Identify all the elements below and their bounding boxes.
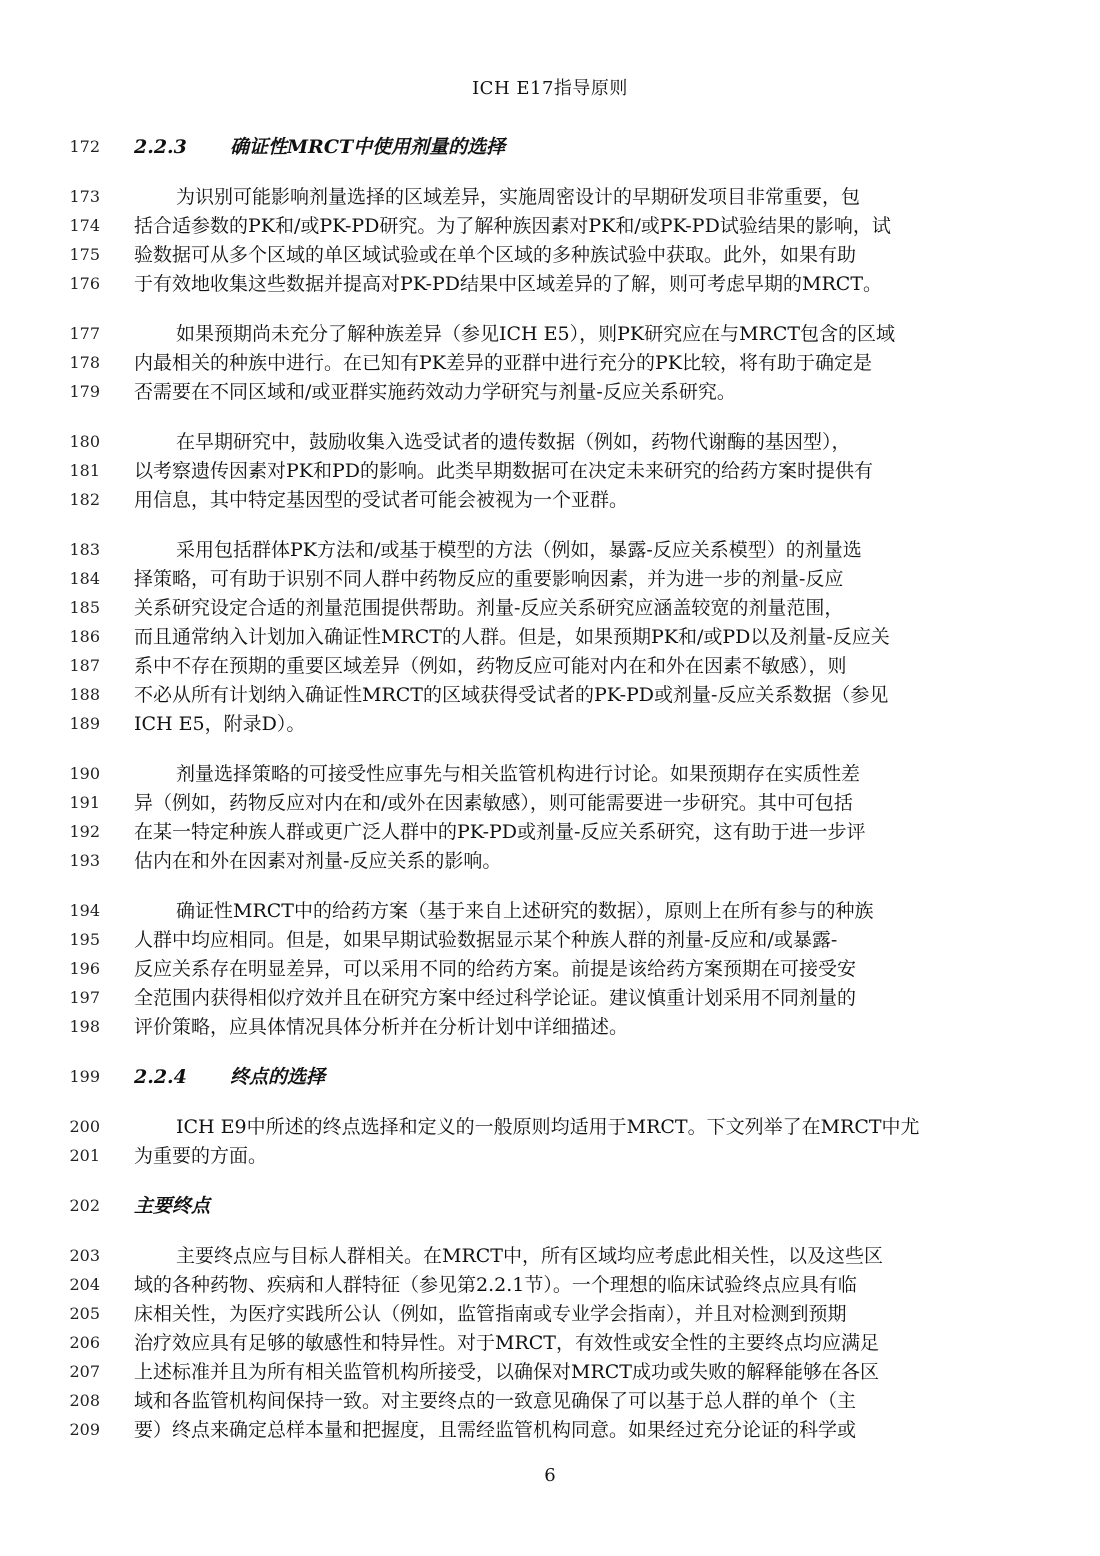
line-text: 上述标准并且为所有相关监管机构所接受，以确保对MRCT成功或失败的解释能够在各区 bbox=[134, 1361, 879, 1383]
line-number: 193 bbox=[69, 851, 100, 870]
line-number: 195 bbox=[69, 930, 100, 949]
line-row bbox=[0, 1242, 1100, 1270]
line-row bbox=[0, 760, 1100, 788]
line-row bbox=[0, 183, 1100, 211]
line-number: 207 bbox=[69, 1362, 100, 1381]
line-row bbox=[0, 270, 1100, 298]
line-text: 择策略，可有助于识别不同人群中药物反应的重要影响因素，并为进一步的剂量-反应 bbox=[134, 568, 844, 590]
line-number: 192 bbox=[69, 822, 100, 841]
line-row bbox=[0, 1271, 1100, 1299]
line-number: 203 bbox=[69, 1246, 100, 1265]
line-text: 而且通常纳入计划加入确证性MRCT的人群。但是，如果预期PK和/或PD以及剂量-反应关 bbox=[134, 626, 890, 648]
line-row bbox=[0, 486, 1100, 514]
line-row bbox=[0, 623, 1100, 651]
line-row bbox=[0, 847, 1100, 875]
section-heading bbox=[134, 133, 967, 161]
line-text: 主要终点应与目标人群相关。在MRCT中，所有区域均应考虑此相关性，以及这些区 bbox=[176, 1245, 883, 1267]
line-number: 184 bbox=[69, 569, 100, 588]
line-number: 208 bbox=[69, 1391, 100, 1410]
line-text: 反应关系存在明显差异，可以采用不同的给药方案。前提是该给药方案预期在可接受安 bbox=[134, 958, 857, 980]
line-text: 域和各监管机构间保持一致。对主要终点的一致意见确保了可以基于总人群的单个（主 bbox=[134, 1390, 857, 1412]
line-number: 204 bbox=[69, 1275, 100, 1294]
line-row bbox=[0, 710, 1100, 738]
section-number: 2.2.4 bbox=[134, 1066, 187, 1088]
line-text: 关系研究设定合适的剂量范围提供帮助。剂量-反应关系研究应涵盖较宽的剂量范围， bbox=[134, 597, 844, 619]
line-text: 确证性MRCT中的给药方案（基于来自上述研究的数据），原则上在所有参与的种族 bbox=[176, 900, 874, 922]
line-text: 系中不存在预期的重要区域差异（例如，药物反应可能对内在和外在因素不敏感），则 bbox=[134, 655, 847, 677]
line-text: 为重要的方面。 bbox=[134, 1145, 268, 1167]
line-text: 于有效地收集这些数据并提高对PK-PD结果中区域差异的了解，则可考虑早期的MRCT。 bbox=[134, 273, 883, 295]
line-text: 否需要在不同区域和/或亚群实施药效动力学研究与剂量-反应关系研究。 bbox=[134, 381, 736, 403]
line-text: 为识别可能影响剂量选择的区域差异，实施周密设计的早期研发项目非常重要，包 bbox=[176, 186, 861, 208]
line-number: 198 bbox=[69, 1017, 100, 1036]
section-title: 主要终点 bbox=[134, 1195, 211, 1217]
line-row bbox=[0, 897, 1100, 925]
section-title: 终点的选择 bbox=[230, 1066, 326, 1088]
line-row bbox=[0, 1192, 1100, 1220]
line-number: 180 bbox=[69, 432, 100, 451]
line-number: 185 bbox=[69, 598, 100, 617]
line-row bbox=[0, 1416, 1100, 1444]
line-row bbox=[0, 1300, 1100, 1328]
line-row bbox=[0, 212, 1100, 240]
line-number: 199 bbox=[69, 1067, 100, 1086]
line-row bbox=[0, 1113, 1100, 1141]
line-text: 在某一特定种族人群或更广泛人群中的PK-PD或剂量-反应关系研究，这有助于进一步评 bbox=[134, 821, 866, 843]
line-row bbox=[0, 378, 1100, 406]
line-text: 验数据可从多个区域的单区域试验或在单个区域的多种族试验中获取。此外，如果有助 bbox=[134, 244, 857, 266]
line-text: 如果预期尚未充分了解种族差异（参见ICH E5），则PK研究应在与MRCT包含的区域 bbox=[176, 323, 896, 345]
line-number: 209 bbox=[69, 1420, 100, 1439]
line-number: 183 bbox=[69, 540, 100, 559]
line-row bbox=[0, 984, 1100, 1012]
line-text: 人群中均应相同。但是，如果早期试验数据显示某个种族人群的剂量-反应和/或暴露- bbox=[134, 929, 838, 951]
line-number: 200 bbox=[69, 1117, 100, 1136]
line-row bbox=[0, 536, 1100, 564]
page-header: ICH E17指导原则 bbox=[472, 78, 628, 99]
section-title: 确证性MRCT中使用剂量的选择 bbox=[230, 136, 506, 158]
line-text: 全范围内获得相似疗效并且在研究方案中经过科学论证。建议慎重计划采用不同剂量的 bbox=[134, 987, 857, 1009]
line-row bbox=[0, 955, 1100, 983]
line-number: 196 bbox=[69, 959, 100, 978]
line-row bbox=[0, 349, 1100, 377]
line-text: ICH E9中所述的终点选择和定义的一般原则均适用于MRCT。下文列举了在MRCT中尤 bbox=[176, 1116, 920, 1138]
line-text: 要）终点来确定总样本量和把握度，且需经监管机构同意。如果经过充分论证的科学或 bbox=[134, 1419, 857, 1441]
line-row bbox=[0, 594, 1100, 622]
line-number: 197 bbox=[69, 988, 100, 1007]
line-text: ICH E5，附录D）。 bbox=[134, 713, 306, 735]
line-number: 186 bbox=[69, 627, 100, 646]
line-text: 内最相关的种族中进行。在已知有PK差异的亚群中进行充分的PK比较，将有助于确定是 bbox=[134, 352, 872, 374]
line-row bbox=[0, 652, 1100, 680]
line-number: 181 bbox=[69, 461, 100, 480]
line-text: 不必从所有计划纳入确证性MRCT的区域获得受试者的PK-PD或剂量-反应关系数据（参见 bbox=[134, 684, 889, 706]
line-number: 174 bbox=[69, 216, 100, 235]
line-row bbox=[0, 565, 1100, 593]
line-number: 177 bbox=[69, 324, 100, 343]
line-text: 域的各种药物、疾病和人群特征（参见第2.2.1节）。一个理想的临床试验终点应具有临 bbox=[134, 1274, 857, 1296]
line-row bbox=[0, 818, 1100, 846]
line-row bbox=[0, 428, 1100, 456]
line-number: 179 bbox=[69, 382, 100, 401]
line-number: 202 bbox=[69, 1196, 100, 1215]
line-number: 182 bbox=[69, 490, 100, 509]
line-number: 190 bbox=[69, 764, 100, 783]
line-text: 估内在和外在因素对剂量-反应关系的影响。 bbox=[134, 850, 502, 872]
line-number: 173 bbox=[69, 187, 100, 206]
line-row bbox=[0, 241, 1100, 269]
line-number: 194 bbox=[69, 901, 100, 920]
line-row bbox=[0, 457, 1100, 485]
page-number: 6 bbox=[544, 1465, 556, 1486]
section-number: 2.2.3 bbox=[134, 136, 187, 158]
line-row bbox=[0, 320, 1100, 348]
line-text: 用信息，其中特定基因型的受试者可能会被视为一个亚群。 bbox=[134, 489, 629, 511]
line-text: 剂量选择策略的可接受性应事先与相关监管机构进行讨论。如果预期存在实质性差 bbox=[176, 763, 861, 785]
line-row bbox=[0, 1142, 1100, 1170]
line-text: 床相关性，为医疗实践所公认（例如，监管指南或专业学会指南），并且对检测到预期 bbox=[134, 1303, 847, 1325]
line-number: 172 bbox=[69, 137, 100, 156]
line-number: 187 bbox=[69, 656, 100, 675]
line-text: 括合适参数的PK和/或PK-PD研究。为了解种族因素对PK和/或PK-PD试验结果的影响，试 bbox=[134, 215, 891, 237]
line-row bbox=[0, 789, 1100, 817]
line-row bbox=[0, 681, 1100, 709]
line-text: 异（例如，药物反应对内在和/或外在因素敏感），则可能需要进一步研究。其中可包括 bbox=[134, 792, 853, 814]
line-row bbox=[0, 926, 1100, 954]
line-number: 206 bbox=[69, 1333, 100, 1352]
line-row bbox=[0, 133, 1100, 161]
line-text: 在早期研究中，鼓励收集入选受试者的遗传数据（例如，药物代谢酶的基因型）， bbox=[176, 431, 851, 453]
line-row bbox=[0, 1329, 1100, 1357]
line-number: 178 bbox=[69, 353, 100, 372]
line-number: 175 bbox=[69, 245, 100, 264]
line-text: 评价策略，应具体情况具体分析并在分析计划中详细描述。 bbox=[134, 1016, 629, 1038]
line-row bbox=[0, 1387, 1100, 1415]
line-number: 189 bbox=[69, 714, 100, 733]
line-number: 201 bbox=[69, 1146, 100, 1165]
line-text: 以考察遗传因素对PK和PD的影响。此类早期数据可在决定未来研究的给药方案时提供有 bbox=[134, 460, 873, 482]
line-row bbox=[0, 1013, 1100, 1041]
line-number: 176 bbox=[69, 274, 100, 293]
section-heading bbox=[134, 1192, 967, 1220]
line-number: 188 bbox=[69, 685, 100, 704]
line-text: 采用包括群体PK方法和/或基于模型的方法（例如，暴露-反应关系模型）的剂量选 bbox=[176, 539, 862, 561]
line-number: 205 bbox=[69, 1304, 100, 1323]
line-row bbox=[0, 1358, 1100, 1386]
line-row bbox=[0, 1063, 1100, 1091]
line-number: 191 bbox=[69, 793, 100, 812]
section-heading bbox=[134, 1063, 967, 1091]
line-text: 治疗效应具有足够的敏感性和特异性。对于MRCT，有效性或安全性的主要终点均应满足 bbox=[134, 1332, 879, 1354]
